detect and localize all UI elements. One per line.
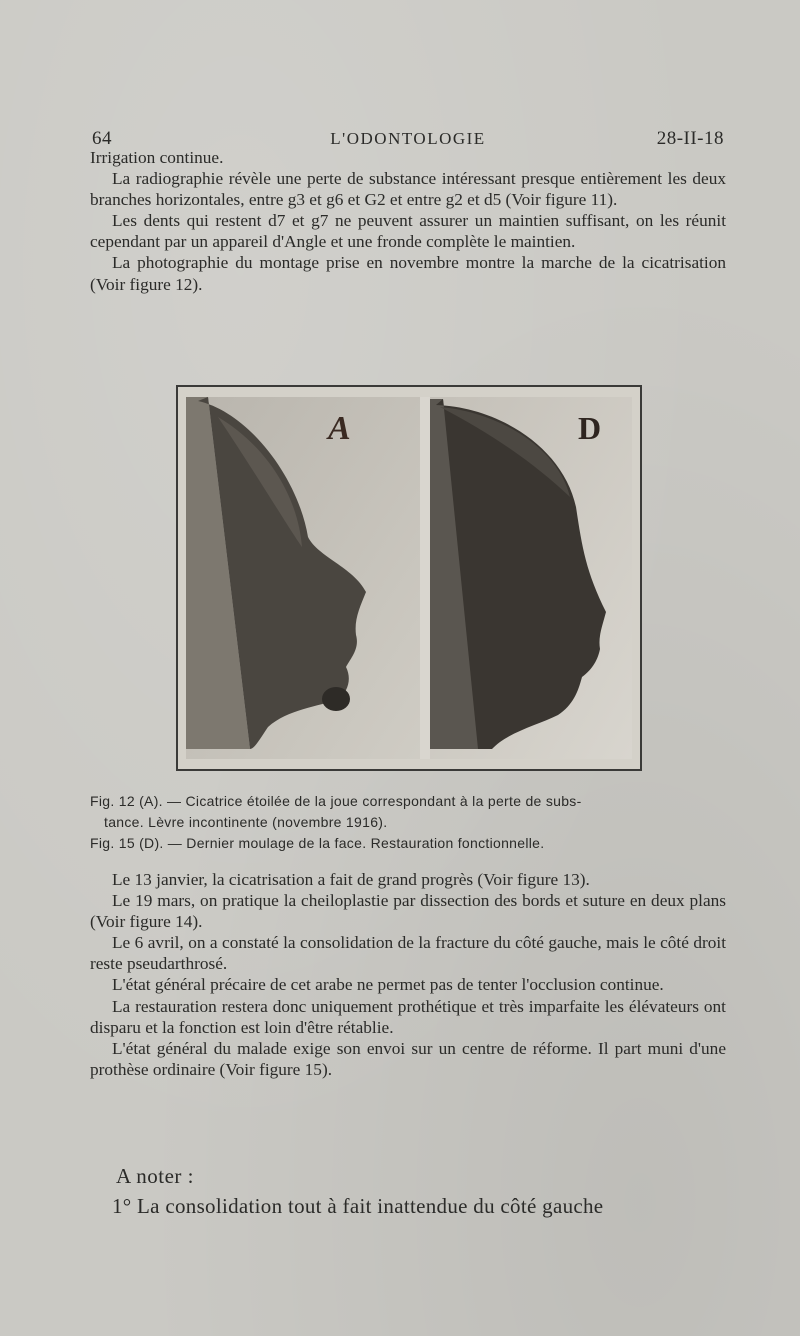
paragraph: Les dents qui restent d7 et g7 ne peuvent assurer un maintien suffisant, on les réunit cependant par un appareil d'Angle et une fronde complète le maintien. [90, 211, 726, 252]
paragraph: L'état général du malade exige son envoi sur un centre de réforme. Il part muni d'une prothèse ordinaire (Voir figure 15). [90, 1038, 726, 1079]
page-number: 64 [92, 128, 112, 149]
text-block-bottom [90, 869, 726, 1080]
label-a: A [328, 410, 351, 447]
figure-caption [90, 791, 726, 854]
paragraph: La restauration restera donc uniquement prothétique et très imparfaite les élévateurs ont disparu et la fonction est loin d'être rétablie. [90, 996, 726, 1037]
figure-plate [176, 385, 642, 771]
caption-fig-12-cont: tance. Lèvre incontinente (novembre 1916). [104, 814, 388, 830]
caption-fig-12: Fig. 12 (A). — Cicatrice étoilée de la joue correspondant à la perte de subs- [90, 793, 582, 809]
paragraph: La photographie du montage prise en novembre montre la marche de la cicatrisation (Voir figure 12). [90, 253, 726, 294]
photo-d [430, 397, 632, 759]
note-heading: A noter : [116, 1164, 194, 1188]
photo-a [186, 397, 420, 759]
profile-photographs [178, 387, 640, 769]
paragraph: Le 13 janvier, la cicatrisation a fait de grand progrès (Voir figure 13). [112, 870, 590, 889]
paragraph: L'état général précaire de cet arabe ne permet pas de tenter l'occlusion continue. [112, 975, 664, 995]
issue-date: 28-II-18 [656, 128, 724, 149]
text-block-top [90, 147, 726, 295]
paragraph: Le 6 avril, on a constaté la consolidation de la fracture du côté gauche, mais le côté droit reste pseudarthrosé. [90, 933, 726, 974]
paragraph: Le 19 mars, on pratique la cheiloplastie par dissection des bords et suture en deux plans (Voir figure 14). [90, 891, 726, 932]
paragraph: Irrigation continue. [90, 148, 224, 167]
caption-fig-15: Fig. 15 (D). — Dernier moulage de la face. Restauration fonctionnelle. [90, 835, 545, 851]
label-d: D [578, 410, 602, 446]
paragraph: La radiographie révèle une perte de substance intéressant presque entièrement les deux branches horizontales, entre g3 et g6 et G2 et entre g2 et d5 (Voir figure 11). [90, 169, 726, 210]
note-item-1: 1° La consolidation tout à fait inattendue du côté gauche [112, 1194, 604, 1218]
running-title: L'ODONTOLOGIE [330, 129, 486, 148]
